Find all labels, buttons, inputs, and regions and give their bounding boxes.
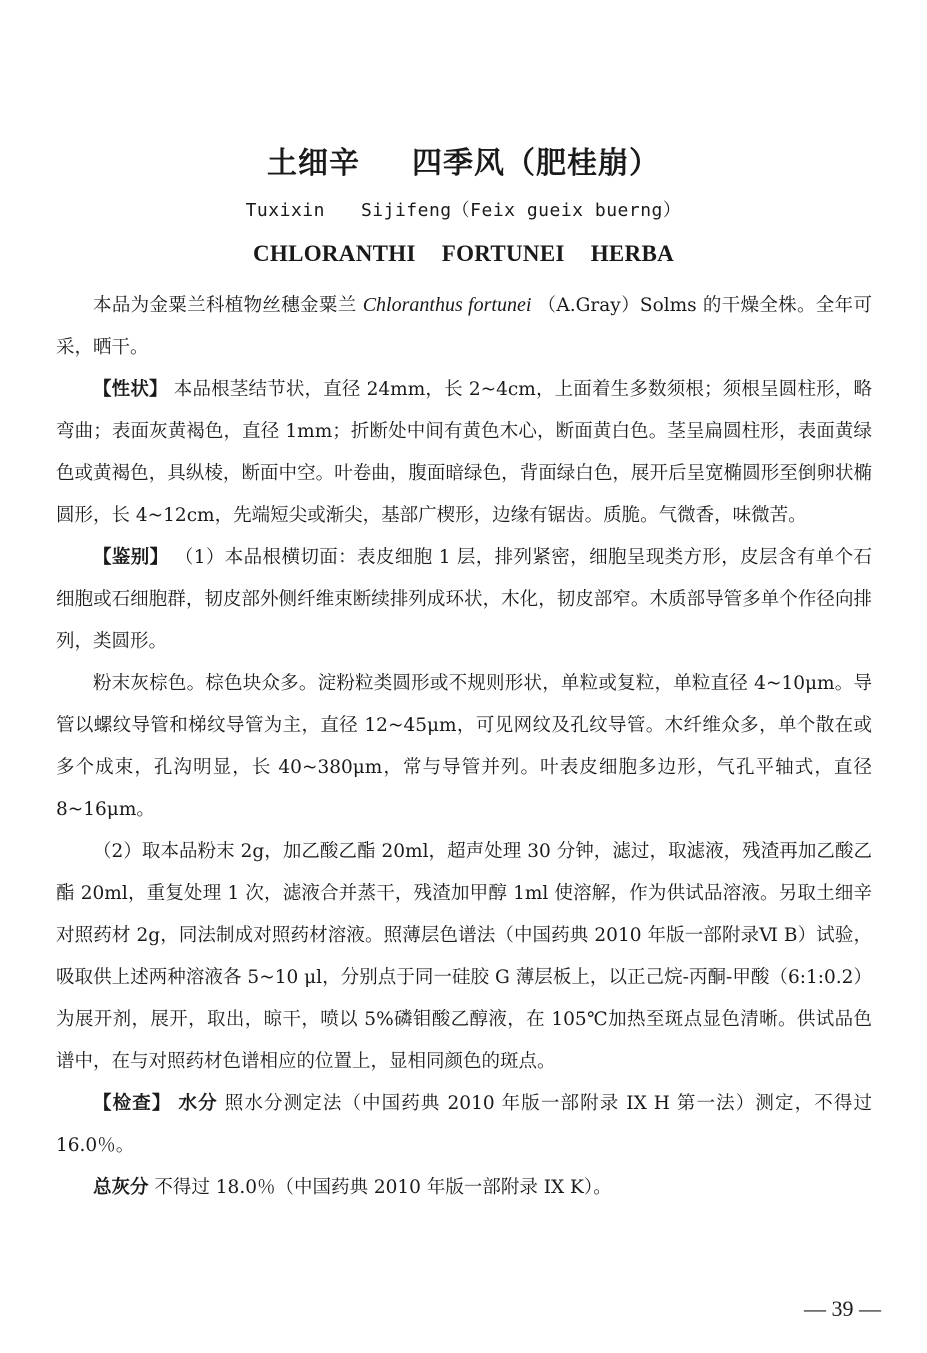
- pinyin-subtitle: [0, 196, 927, 222]
- section-label-test: 【检查】: [93, 1093, 172, 1114]
- intro-text-post: （A.Gray）Solms 的干燥全株。全年可采，晒干。: [56, 295, 872, 358]
- latin-word-2: FORTUNEI: [441, 241, 565, 266]
- pinyin-name-2: Sijifeng（Feix gueix buerng）: [360, 200, 682, 221]
- page-title: [0, 138, 927, 182]
- identification-paragraph-1: [56, 537, 872, 663]
- section-label-description: 【性状】: [93, 379, 168, 400]
- latin-word-3: HERBA: [590, 241, 675, 266]
- test-label-water: 水分: [178, 1093, 218, 1114]
- latin-word-1: CHLORANTHI: [252, 241, 416, 266]
- section-label-identification: 【鉴别】: [93, 547, 169, 568]
- monograph-body: [56, 284, 872, 1209]
- species-name: Chloranthus fortunei: [362, 294, 532, 316]
- latin-name: [0, 241, 927, 267]
- pinyin-name-1: Tuxixin: [245, 200, 325, 221]
- identification-text-2: 粉末灰棕色。棕色块众多。淀粉粒类圆形或不规则形状，单粒或复粒，单粒直径 4~10μm。导管以螺纹导管和梯纹导管为主，直径 12~45μm，可见网纹及孔纹导管。木纤维众多，单个散在或多个成束，孔沟明显，长 40~380μm，常与导管并列。叶表皮细胞多边形，气孔平轴式，直径 8~16μm。: [56, 673, 872, 820]
- title-name-2: 四季风（肥桂崩）: [412, 146, 660, 181]
- test-paragraph-water: [56, 1083, 872, 1167]
- test-text-water: 照水分测定法（中国药典 2010 年版一部附录 IX H 第一法）测定，不得过 16.0％。: [56, 1093, 872, 1156]
- identification-paragraph-2: [56, 663, 872, 831]
- title-name-1: 土细辛: [267, 146, 360, 181]
- description-text: 本品根茎结节状，直径 24mm，长 2~4cm，上面着生多数须根；须根呈圆柱形，略弯曲；表面灰黄褐色，直径 1mm；折断处中间有黄色木心，断面黄白色。茎呈扁圆柱形，表面黄绿色或黄褐色，具纵棱，断面中空。叶卷曲，腹面暗绿色，背面绿白色，展开后呈宽椭圆形至倒卵状椭圆形，长 4~12cm，先端短尖或渐尖，基部广楔形，边缘有锯齿。质脆。气微香，味微苦。: [56, 379, 872, 526]
- intro-text-pre: 本品为金粟兰科植物丝穗金粟兰: [93, 295, 357, 316]
- test-label-ash: 总灰分: [93, 1177, 149, 1198]
- page-number: — 39 —: [804, 1296, 881, 1321]
- test-text-ash: 不得过 18.0％（中国药典 2010 年版一部附录 IX K）。: [154, 1177, 612, 1198]
- identification-text-1: （1）本品根横切面：表皮细胞 1 层，排列紧密，细胞呈现类方形，皮层含有单个石细胞或石细胞群，韧皮部外侧纤维束断续排列成环状，木化，韧皮部窄。木质部导管多单个作径向排列，类圆形。: [56, 547, 872, 652]
- intro-paragraph: [56, 284, 872, 369]
- description-paragraph: [56, 369, 872, 537]
- identification-text-3: （2）取本品粉末 2g，加乙酸乙酯 20ml，超声处理 30 分钟，滤过，取滤液，残渣再加乙酸乙酯 20ml，重复处理 1 次，滤液合并蒸干，残渣加甲醇 1ml 使溶解，作为供试品溶液。另取土细辛对照药材 2g，同法制成对照药材溶液。照薄层色谱法（中国药典 2010 年版一部附录Ⅵ B）试验，吸取供上述两种溶液各 5~10 μl，分别点于同一硅胶 G 薄层板上，以正己烷-丙酮-甲酸（6:1:0.2）为展开剂，展开，取出，晾干，喷以 5%磷钼酸乙醇液，在 105℃加热至斑点显色清晰。供试品色谱中，在与对照药材色谱相应的位置上，显相同颜色的斑点。: [56, 841, 872, 1072]
- test-paragraph-ash: [56, 1167, 872, 1209]
- identification-paragraph-3: [56, 831, 872, 1083]
